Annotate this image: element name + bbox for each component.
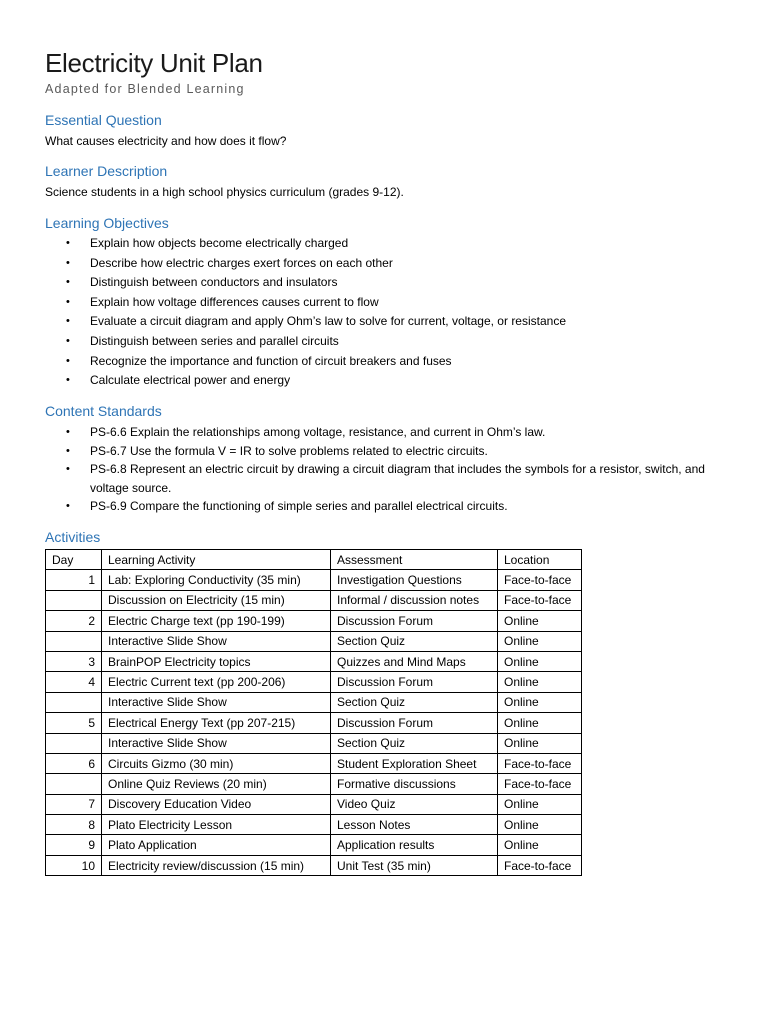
- cell-learning-activity: BrainPOP Electricity topics: [102, 651, 331, 671]
- table-header-row: [46, 550, 582, 570]
- cell-day: 2: [46, 611, 102, 631]
- bullet-icon: •: [66, 463, 70, 476]
- cell-assessment: Video Quiz: [331, 794, 498, 814]
- cell-day: [46, 733, 102, 753]
- table-row: [46, 590, 582, 610]
- objective-text: Distinguish between series and parallel circuits: [90, 333, 339, 348]
- objective-text: Explain how voltage differences causes current to flow: [90, 294, 379, 309]
- cell-day: 3: [46, 651, 102, 671]
- table-row: [46, 651, 582, 671]
- cell-day: 6: [46, 753, 102, 773]
- cell-location: Online: [498, 672, 582, 692]
- cell-learning-activity: Electric Charge text (pp 190-199): [102, 611, 331, 631]
- objective-text: Evaluate a circuit diagram and apply Ohm’s law to solve for current, voltage, or resistance: [90, 314, 567, 329]
- cell-day: 1: [46, 570, 102, 590]
- list-item: [0, 371, 566, 391]
- objective-text: Recognize the importance and function of circuit breakers and fuses: [90, 353, 452, 368]
- table-row: [46, 753, 582, 773]
- bullet-icon: •: [66, 315, 70, 328]
- standard-text: PS-6.8 Represent an electric circuit by drawing a circuit diagram that includes the symbols for a resistor, switch, and voltage source.: [90, 462, 705, 495]
- cell-assessment: Discussion Forum: [331, 713, 498, 733]
- list-item: [0, 497, 740, 516]
- cell-learning-activity: Interactive Slide Show: [102, 631, 331, 651]
- bullet-icon: •: [66, 374, 70, 387]
- cell-learning-activity: Online Quiz Reviews (20 min): [102, 774, 331, 794]
- cell-learning-activity: Lab: Exploring Conductivity (35 min): [102, 570, 331, 590]
- cell-day: [46, 774, 102, 794]
- cell-day: 4: [46, 672, 102, 692]
- standard-text: PS-6.9 Compare the functioning of simple series and parallel electrical circuits.: [90, 499, 508, 514]
- content-standards-heading: Content Standards: [45, 403, 162, 419]
- cell-learning-activity: Discovery Education Video: [102, 794, 331, 814]
- cell-day: [46, 692, 102, 712]
- cell-learning-activity: Discussion on Electricity (15 min): [102, 590, 331, 610]
- list-item: [0, 332, 566, 352]
- content-standards-list: [0, 423, 740, 516]
- activities-heading: Activities: [45, 529, 101, 545]
- bullet-icon: •: [66, 276, 70, 289]
- column-header-location: Location: [498, 550, 582, 570]
- bullet-icon: •: [66, 334, 70, 347]
- cell-assessment: Quizzes and Mind Maps: [331, 651, 498, 671]
- cell-assessment: Discussion Forum: [331, 672, 498, 692]
- learner-description-heading: Learner Description: [45, 163, 168, 179]
- cell-assessment: Investigation Questions: [331, 570, 498, 590]
- list-item: [0, 273, 566, 293]
- activities-table-body: [46, 570, 582, 876]
- cell-learning-activity: Electrical Energy Text (pp 207-215): [102, 713, 331, 733]
- cell-assessment: Informal / discussion notes: [331, 590, 498, 610]
- cell-day: [46, 590, 102, 610]
- cell-location: Online: [498, 611, 582, 631]
- objective-text: Calculate electrical power and energy: [90, 373, 291, 388]
- table-row: [46, 570, 582, 590]
- bullet-icon: •: [66, 237, 70, 249]
- cell-learning-activity: Electric Current text (pp 200-206): [102, 672, 331, 692]
- cell-location: Online: [498, 631, 582, 651]
- table-row: [46, 611, 582, 631]
- cell-day: [46, 631, 102, 651]
- standard-text: PS-6.7 Use the formula V = IR to solve problems related to electric circuits.: [90, 443, 488, 458]
- list-item: [0, 423, 740, 442]
- cell-assessment: Formative discussions: [331, 774, 498, 794]
- list-item: [0, 442, 740, 461]
- cell-location: Online: [498, 692, 582, 712]
- table-row: [46, 631, 582, 651]
- cell-learning-activity: Electricity review/discussion (15 min): [102, 855, 331, 875]
- list-item: [0, 312, 566, 332]
- table-row: [46, 713, 582, 733]
- cell-location: Face-to-face: [498, 774, 582, 794]
- column-header-day: Day: [46, 550, 102, 570]
- objective-text: Distinguish between conductors and insulators: [90, 275, 338, 290]
- cell-assessment: Discussion Forum: [331, 611, 498, 631]
- cell-day: 9: [46, 835, 102, 855]
- cell-location: Online: [498, 713, 582, 733]
- page-subtitle: Adapted for Blended Learning: [45, 82, 245, 96]
- cell-assessment: Application results: [331, 835, 498, 855]
- bullet-icon: •: [66, 426, 70, 438]
- cell-location: Face-to-face: [498, 570, 582, 590]
- cell-day: 8: [46, 815, 102, 835]
- cell-location: Online: [498, 815, 582, 835]
- cell-day: 10: [46, 855, 102, 875]
- cell-location: Online: [498, 835, 582, 855]
- cell-location: Online: [498, 794, 582, 814]
- list-item: [0, 234, 566, 254]
- list-item: [0, 293, 566, 313]
- table-row: [46, 855, 582, 875]
- cell-assessment: Lesson Notes: [331, 815, 498, 835]
- activities-table: [45, 549, 582, 876]
- table-row: [46, 692, 582, 712]
- cell-location: Face-to-face: [498, 855, 582, 875]
- table-row: [46, 815, 582, 835]
- bullet-icon: •: [66, 256, 70, 269]
- list-item: [0, 460, 740, 497]
- standard-text: PS-6.6 Explain the relationships among voltage, resistance, and current in Ohm’s law.: [90, 425, 546, 439]
- cell-assessment: Section Quiz: [331, 733, 498, 753]
- cell-assessment: Student Exploration Sheet: [331, 753, 498, 773]
- table-row: [46, 794, 582, 814]
- table-row: [46, 733, 582, 753]
- learning-objectives-list: [0, 234, 566, 391]
- column-header-assessment: Assessment: [331, 550, 498, 570]
- column-header-learning-activity: Learning Activity: [102, 550, 331, 570]
- cell-learning-activity: Plato Electricity Lesson: [102, 815, 331, 835]
- cell-assessment: Unit Test (35 min): [331, 855, 498, 875]
- cell-learning-activity: Plato Application: [102, 835, 331, 855]
- list-item: [0, 254, 566, 274]
- cell-learning-activity: Circuits Gizmo (30 min): [102, 753, 331, 773]
- learning-objectives-heading: Learning Objectives: [45, 215, 169, 231]
- cell-day: 7: [46, 794, 102, 814]
- cell-location: Face-to-face: [498, 753, 582, 773]
- table-row: [46, 835, 582, 855]
- cell-day: 5: [46, 713, 102, 733]
- cell-location: Face-to-face: [498, 590, 582, 610]
- bullet-icon: •: [66, 444, 70, 457]
- essential-question-heading: Essential Question: [45, 112, 162, 128]
- learner-description-text: Science students in a high school physics curriculum (grades 9-12).: [45, 185, 404, 199]
- cell-location: Online: [498, 651, 582, 671]
- table-row: [46, 774, 582, 794]
- cell-assessment: Section Quiz: [331, 692, 498, 712]
- objective-text: Explain how objects become electrically charged: [90, 236, 349, 250]
- bullet-icon: •: [66, 295, 70, 308]
- cell-assessment: Section Quiz: [331, 631, 498, 651]
- bullet-icon: •: [66, 500, 70, 513]
- bullet-icon: •: [66, 354, 70, 367]
- essential-question-text: What causes electricity and how does it flow?: [45, 134, 287, 148]
- table-row: [46, 672, 582, 692]
- page-title: Electricity Unit Plan: [45, 48, 263, 78]
- cell-learning-activity: Interactive Slide Show: [102, 733, 331, 753]
- objective-text: Describe how electric charges exert forces on each other: [90, 255, 393, 270]
- cell-location: Online: [498, 733, 582, 753]
- cell-learning-activity: Interactive Slide Show: [102, 692, 331, 712]
- list-item: [0, 352, 566, 372]
